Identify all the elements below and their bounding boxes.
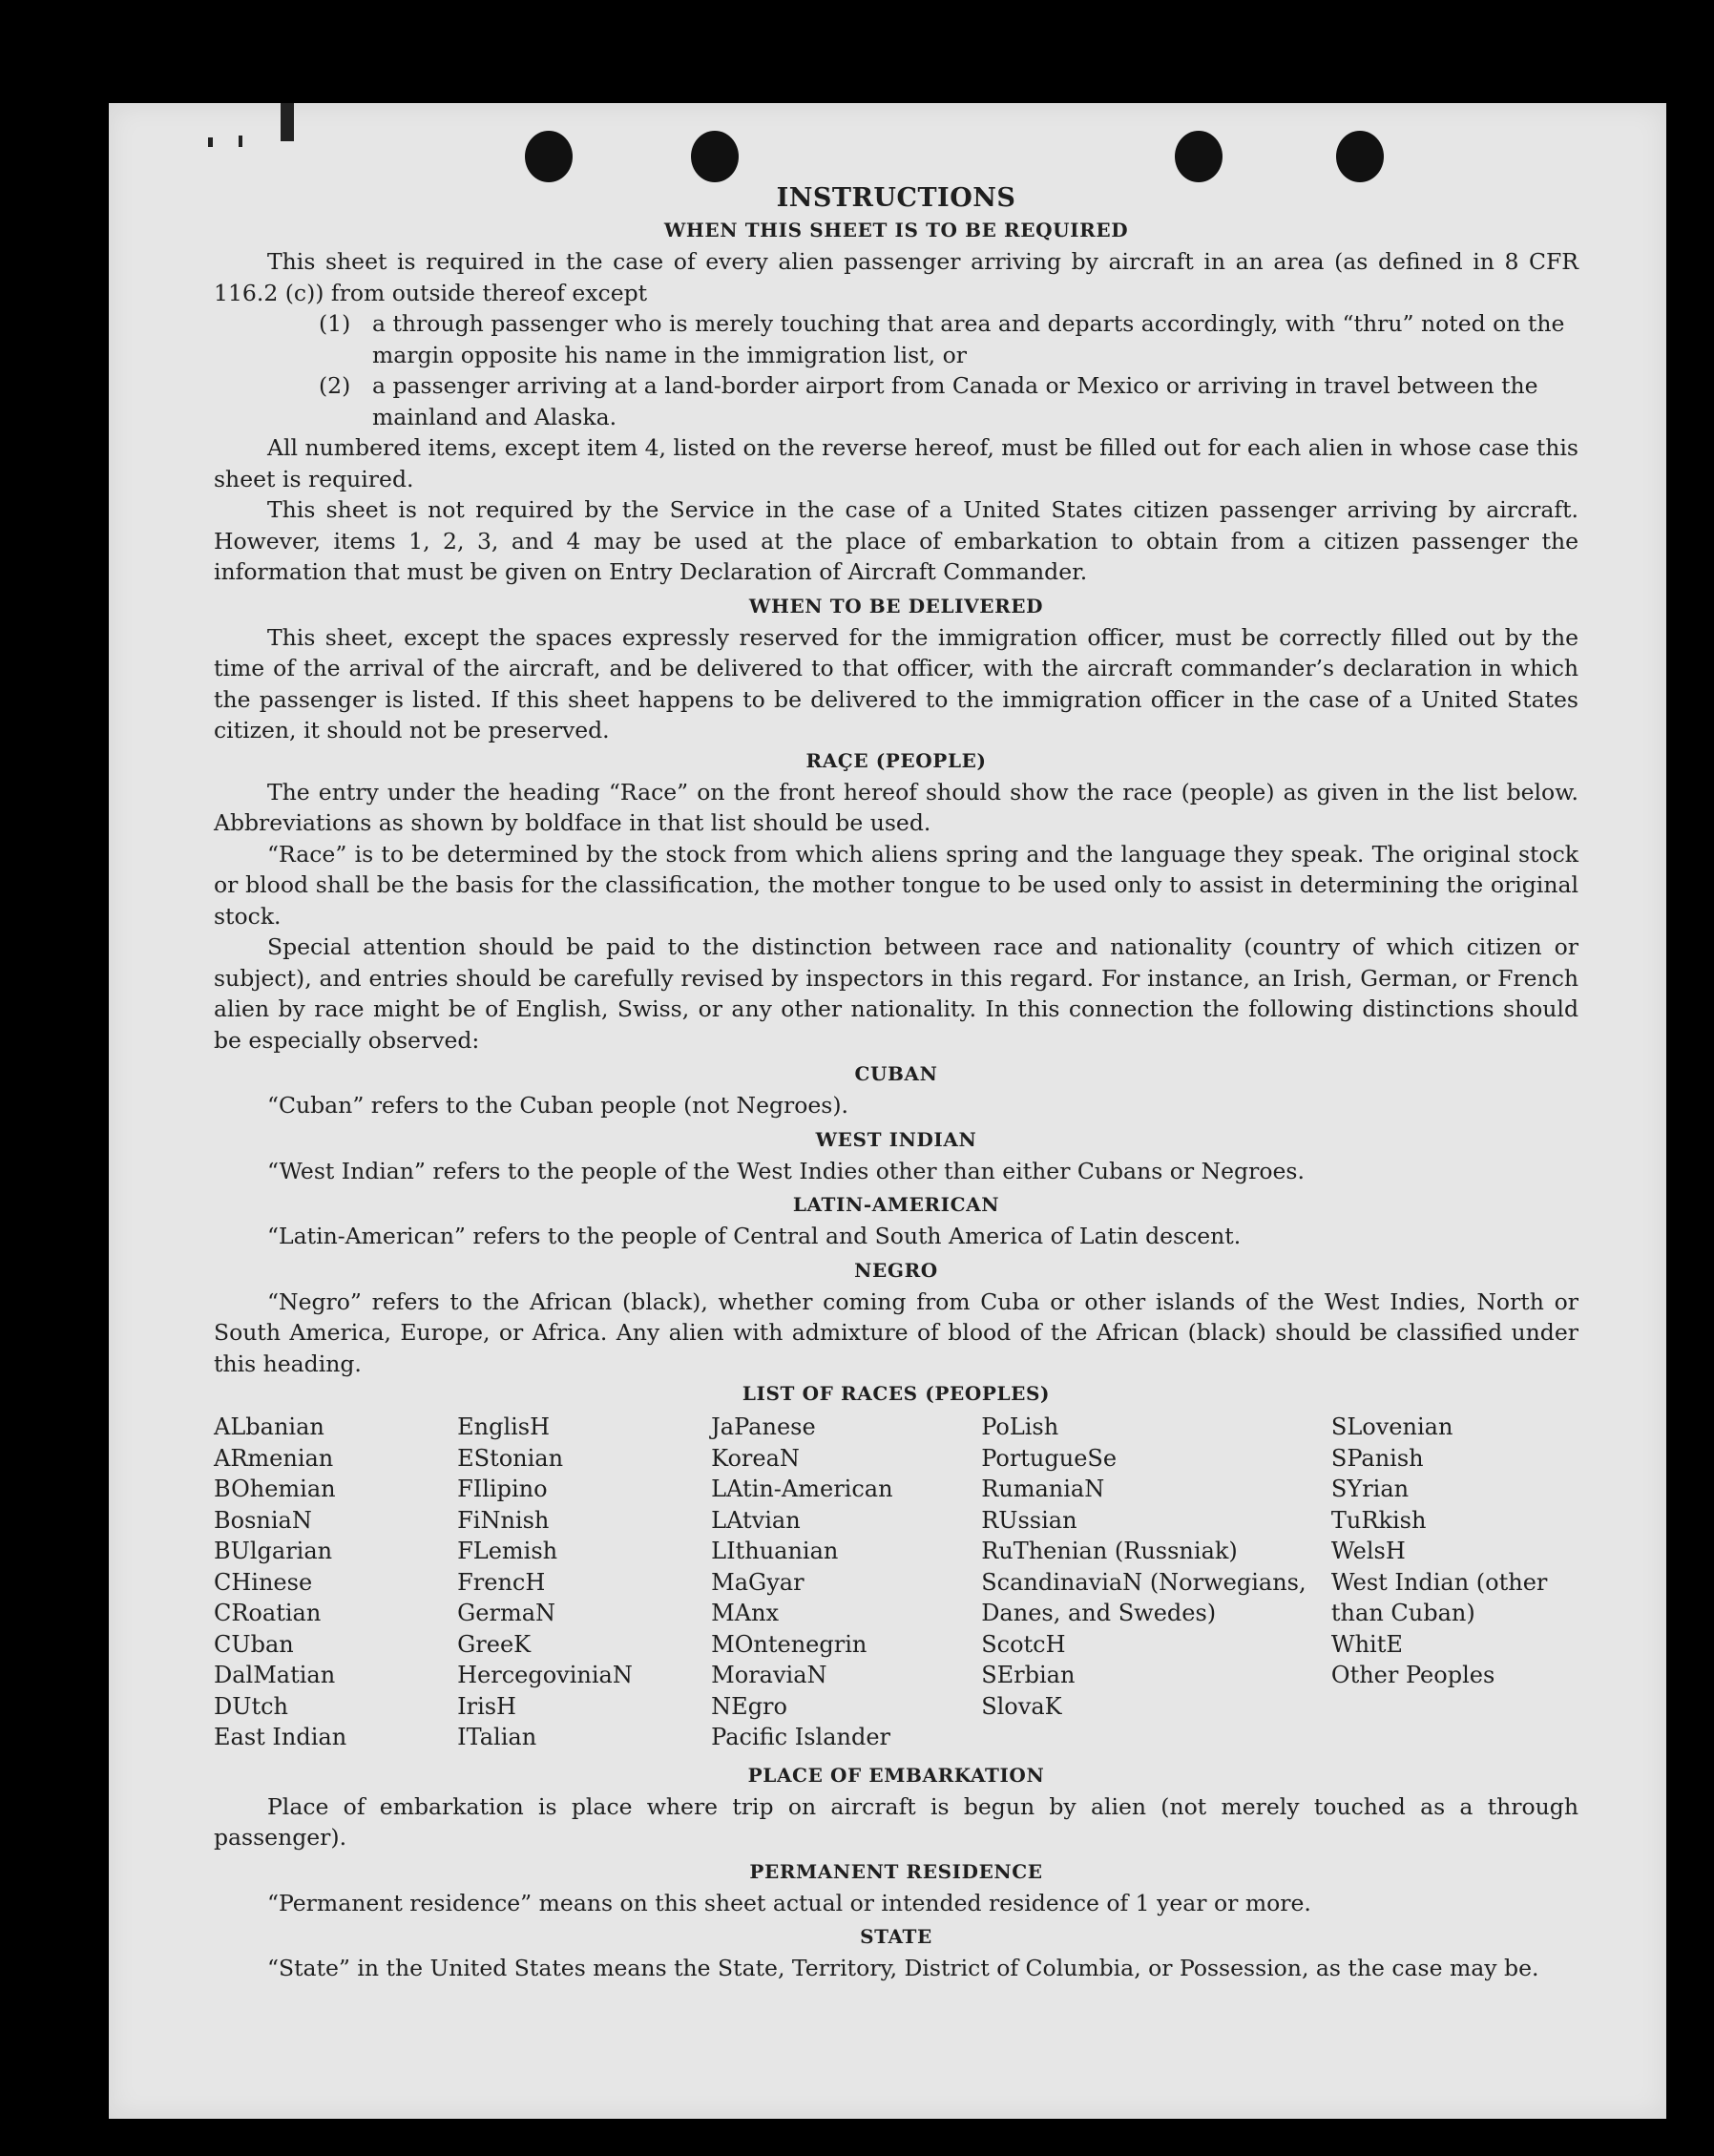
list-item — [214, 370, 1578, 432]
race-entry: ScandinaviaN (Norwegians, Danes, and Swedes) — [981, 1568, 1306, 1626]
item-text: a passenger arriving at a land-border airport from Canada or Mexico or arriving in travel between the mainland and Alaska. — [372, 372, 1538, 430]
paragraph: Special attention should be paid to the distinction between race and nationality (country of which citizen or subject), and entries should be carefully revised by inspectors in this regard. For instance, an Irish, German, or French alien by race might be of English, Swiss, or any other nationality. In this connection the following distinctions should be especially observed: — [214, 933, 1578, 1054]
race-entry: ScotcH — [981, 1630, 1066, 1658]
races-column — [457, 1412, 711, 1753]
races-column — [981, 1412, 1331, 1753]
race-entry: East Indian — [214, 1724, 347, 1750]
punch-hole — [1336, 131, 1384, 182]
section-heading: PERMANENT RESIDENCE — [749, 1859, 1043, 1883]
race-entry: GermaN — [457, 1600, 556, 1626]
race-entry: ARmenian — [214, 1444, 334, 1472]
race-entry: JaPanese — [711, 1413, 816, 1440]
section-heading: CUBAN — [854, 1062, 938, 1085]
paragraph: This sheet is required in the case of every alien passenger arriving by aircraft in an area (as defined in 8 CFR 116.2 (c)) from outside thereof except — [214, 248, 1578, 306]
race-entry: ALbanian — [214, 1413, 324, 1440]
race-entry: FiNnish — [457, 1506, 550, 1534]
race-entry: LAtin-American — [711, 1476, 893, 1502]
paragraph: “Latin-American” refers to the people of Central and South America of Latin descent. — [267, 1223, 1242, 1249]
race-entry: MAnx — [711, 1600, 780, 1626]
section-heading: LIST OF RACES (PEOPLES) — [742, 1382, 1051, 1405]
races-column — [711, 1412, 981, 1753]
race-entry: SLovenian — [1330, 1413, 1453, 1440]
paragraph: “Permanent residence” means on this sheet actual or intended residence of 1 year or more. — [267, 1889, 1311, 1916]
race-entry: Other Peoples — [1330, 1662, 1495, 1688]
item-text: a through passenger who is merely touching that area and departs accordingly, with “thru” noted on the margin opposite his name in the immigration list, or — [372, 310, 1565, 368]
ink-mark — [281, 103, 294, 141]
race-entry: BosniaN — [214, 1506, 312, 1534]
race-entry: NEgro — [711, 1692, 787, 1720]
race-entry: GreeK — [457, 1630, 532, 1658]
paragraph: “Cuban” refers to the Cuban people (not Negroes). — [267, 1092, 849, 1119]
race-entry: CRoatian — [214, 1600, 322, 1626]
race-entry: CUban — [214, 1630, 294, 1658]
races-column — [1331, 1412, 1578, 1753]
race-entry: EStonian — [457, 1444, 564, 1472]
punch-hole — [1175, 131, 1223, 182]
paragraph: Place of embarkation is place where trip on aircraft is begun by alien (not merely touched as a through passenger). — [214, 1792, 1578, 1851]
item-number: (1) — [319, 310, 351, 337]
race-entry: SPanish — [1330, 1444, 1424, 1472]
page-title: INSTRUCTIONS — [776, 183, 1016, 213]
race-entry: RuThenian (Russniak) — [981, 1538, 1238, 1564]
punch-hole — [525, 131, 573, 182]
section-heading: RAÇE (PEOPLE) — [805, 748, 987, 772]
race-entry: HercegoviniaN — [457, 1662, 633, 1688]
race-entry: FIlipino — [457, 1476, 548, 1502]
race-entry: ITalian — [457, 1724, 537, 1750]
race-entry: SYrian — [1330, 1476, 1410, 1502]
section-heading: STATE — [860, 1925, 932, 1948]
section-heading: WEST INDIAN — [815, 1127, 977, 1151]
punch-hole — [691, 131, 739, 182]
document-sheet — [109, 103, 1666, 2119]
race-entry: RumaniaN — [981, 1476, 1105, 1502]
race-entry: KoreaN — [711, 1444, 800, 1472]
item-number: (2) — [319, 372, 351, 399]
section-heading: PLACE OF EMBARKATION — [747, 1763, 1045, 1787]
paragraph: All numbered items, except item 4, listed on the reverse hereof, must be filled out for each alien in whose case this sheet is required. — [214, 434, 1578, 492]
race-entry: DalMatian — [214, 1662, 336, 1688]
instructions-content — [214, 181, 1578, 1984]
ink-mark — [239, 136, 242, 147]
race-entry: PortugueSe — [981, 1444, 1118, 1472]
race-entry: WelsH — [1330, 1538, 1406, 1564]
paragraph: The entry under the heading “Race” on the front hereof should show the race (people) as given in the list below. Abbreviations as shown by boldface in that list should be used. — [214, 778, 1578, 836]
race-entry: DUtch — [214, 1692, 289, 1720]
races-list — [214, 1412, 1578, 1753]
section-heading: NEGRO — [854, 1258, 938, 1282]
race-entry: LAtvian — [711, 1506, 801, 1534]
race-entry: SlovaK — [981, 1692, 1062, 1720]
race-entry: MaGyar — [711, 1568, 805, 1596]
race-entry: MOntenegrin — [711, 1630, 867, 1658]
race-entry: West Indian (other than Cuban) — [1330, 1568, 1548, 1626]
section-heading: WHEN THIS SHEET IS TO BE REQUIRED — [663, 219, 1129, 241]
ink-mark — [208, 137, 213, 147]
race-entry: RUssian — [981, 1506, 1077, 1534]
race-entry: FrencH — [457, 1568, 546, 1596]
race-entry: BOhemian — [214, 1476, 336, 1502]
race-entry: EnglisH — [457, 1413, 551, 1440]
race-entry: Pacific Islander — [711, 1724, 891, 1750]
race-entry: CHinese — [214, 1568, 313, 1596]
race-entry: BUlgarian — [214, 1538, 333, 1564]
paragraph: “Race” is to be determined by the stock from which aliens spring and the language they speak. The original stock or blood shall be the basis for the classification, the mother tongue to be used only to assist in determining the original stock. — [214, 840, 1578, 930]
race-entry: PoLish — [981, 1413, 1059, 1440]
race-entry: TuRkish — [1330, 1506, 1427, 1534]
paragraph: “Negro” refers to the African (black), whether coming from Cuba or other islands of the West Indies, North or South America, Europe, or Africa. Any alien with admixture of blood of the African (black) should be classified under this heading. — [214, 1287, 1578, 1377]
race-entry: MoraviaN — [711, 1662, 827, 1688]
section-heading: WHEN TO BE DELIVERED — [748, 594, 1044, 617]
paragraph: “West Indian” refers to the people of the West Indies other than either Cubans or Negroes. — [267, 1157, 1305, 1184]
races-column — [214, 1412, 457, 1753]
race-entry: IrisH — [457, 1692, 516, 1720]
race-entry: LIthuanian — [711, 1538, 839, 1564]
list-item — [214, 308, 1578, 370]
paragraph: This sheet is not required by the Service in the case of a United States citizen passenger arriving by aircraft. However, items 1, 2, 3, and 4 may be used at the place of embarkation to obtain from a citizen passenger the information that must be given on Entry Declaration of Aircraft Commander. — [214, 496, 1578, 585]
race-entry: SErbian — [981, 1662, 1076, 1688]
paragraph: “State” in the United States means the State, Territory, District of Columbia, or Possession, as the case may be. — [267, 1955, 1539, 1981]
section-heading: LATIN-AMERICAN — [792, 1193, 1000, 1216]
race-entry: FLemish — [457, 1538, 558, 1564]
race-entry: WhitE — [1330, 1630, 1403, 1658]
paragraph: This sheet, except the spaces expressly reserved for the immigration officer, must be correctly filled out by the time of the arrival of the aircraft, and be delivered to that officer, with the aircraft commander’s declaration in which the passenger is listed. If this sheet happens to be delivered to the immigration officer in the case of a United States citizen, it should not be preserved. — [214, 623, 1578, 743]
